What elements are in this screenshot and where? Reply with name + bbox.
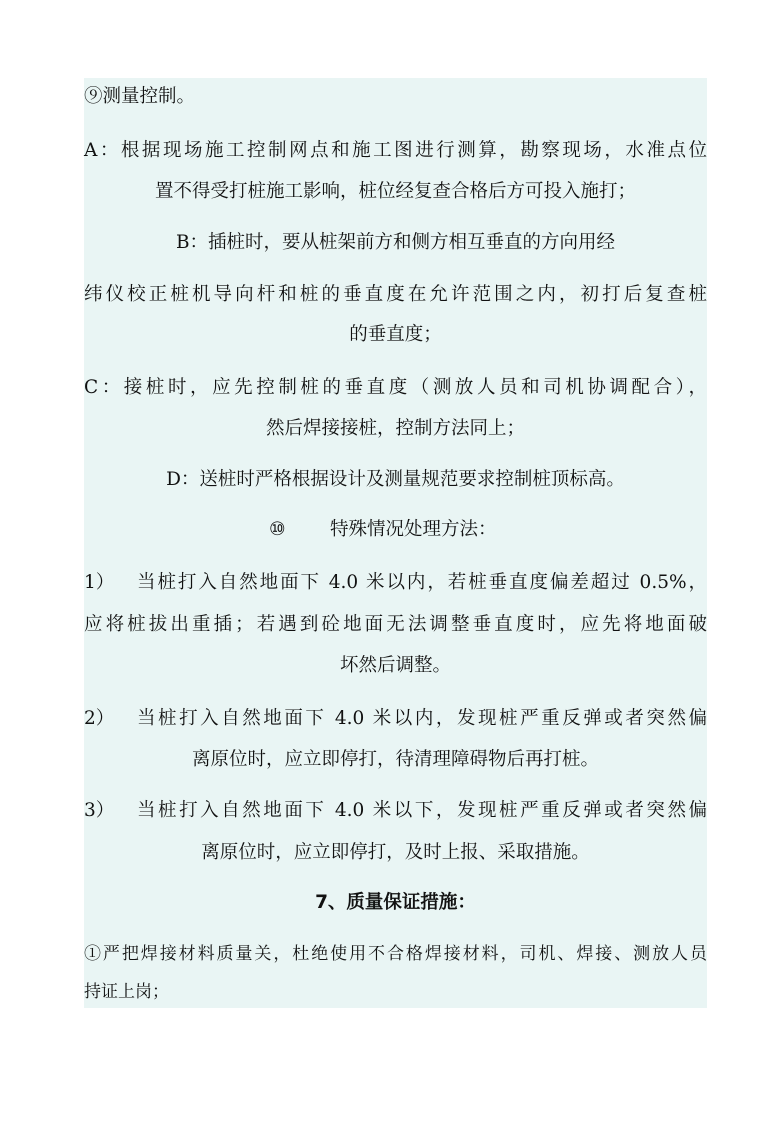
item3-line2: 离原位时，应立即停打，及时上报、采取措施。 bbox=[201, 842, 590, 863]
item-c-line1: C：接桩时，应先控制桩的垂直度（测放人员和司机协调配合）， bbox=[84, 377, 707, 398]
section9-heading: ⑨测量控制。 bbox=[84, 86, 196, 107]
item-b-line3: 的垂直度； bbox=[349, 324, 442, 345]
item-d: D：送桩时严格根据设计及测量规范要求控制桩顶标高。 bbox=[166, 469, 625, 490]
item-a-line1: A：根据现场施工控制网点和施工图进行测算，勘察现场，水准点位 bbox=[84, 140, 707, 161]
section7-item1-line2: 持证上岗； bbox=[84, 982, 169, 1002]
section7-heading: 7、质量保证措施： bbox=[315, 892, 476, 913]
item3-num: 3） bbox=[84, 800, 115, 821]
text-block bbox=[84, 78, 707, 1008]
item1-line3: 坏然后调整。 bbox=[339, 655, 451, 676]
section10-heading-text: 特殊情况处理方法： bbox=[330, 519, 497, 540]
item-b-line1: B：插桩时，要从桩架前方和侧方相互垂直的方向用经 bbox=[175, 232, 616, 253]
item2-line2: 离原位时，应立即停打，待清理障碍物后再打桩。 bbox=[191, 749, 599, 770]
section7-item1-line1: ①严把焊接材料质量关，杜绝使用不合格焊接材料，司机、焊接、测放人员 bbox=[84, 944, 707, 964]
item1-line2: 应将桩拔出重插；若遇到砼地面无法调整垂直度时，应先将地面破 bbox=[84, 614, 707, 635]
item-c-line2: 然后焊接接桩，控制方法同上； bbox=[265, 418, 525, 439]
item3-line1: 当桩打入自然地面下 4.0 米以下，发现桩严重反弹或者突然偏 bbox=[137, 800, 707, 821]
item1-num: 1） bbox=[84, 572, 115, 593]
item1-line1: 当桩打入自然地面下 4.0 米以内，若桩垂直度偏差超过 0.5%， bbox=[137, 572, 707, 593]
section10-heading-num: ⑩ bbox=[269, 519, 286, 540]
item-a-line2: 置不得受打桩施工影响，桩位经复查合格后方可投入施打； bbox=[154, 181, 636, 202]
item-b-line2: 纬仪校正桩机导向杆和桩的垂直度在允许范围之内，初打后复查桩 bbox=[84, 284, 707, 305]
item2-line1: 当桩打入自然地面下 4.0 米以内，发现桩严重反弹或者突然偏 bbox=[137, 708, 707, 729]
item2-num: 2） bbox=[84, 708, 115, 729]
